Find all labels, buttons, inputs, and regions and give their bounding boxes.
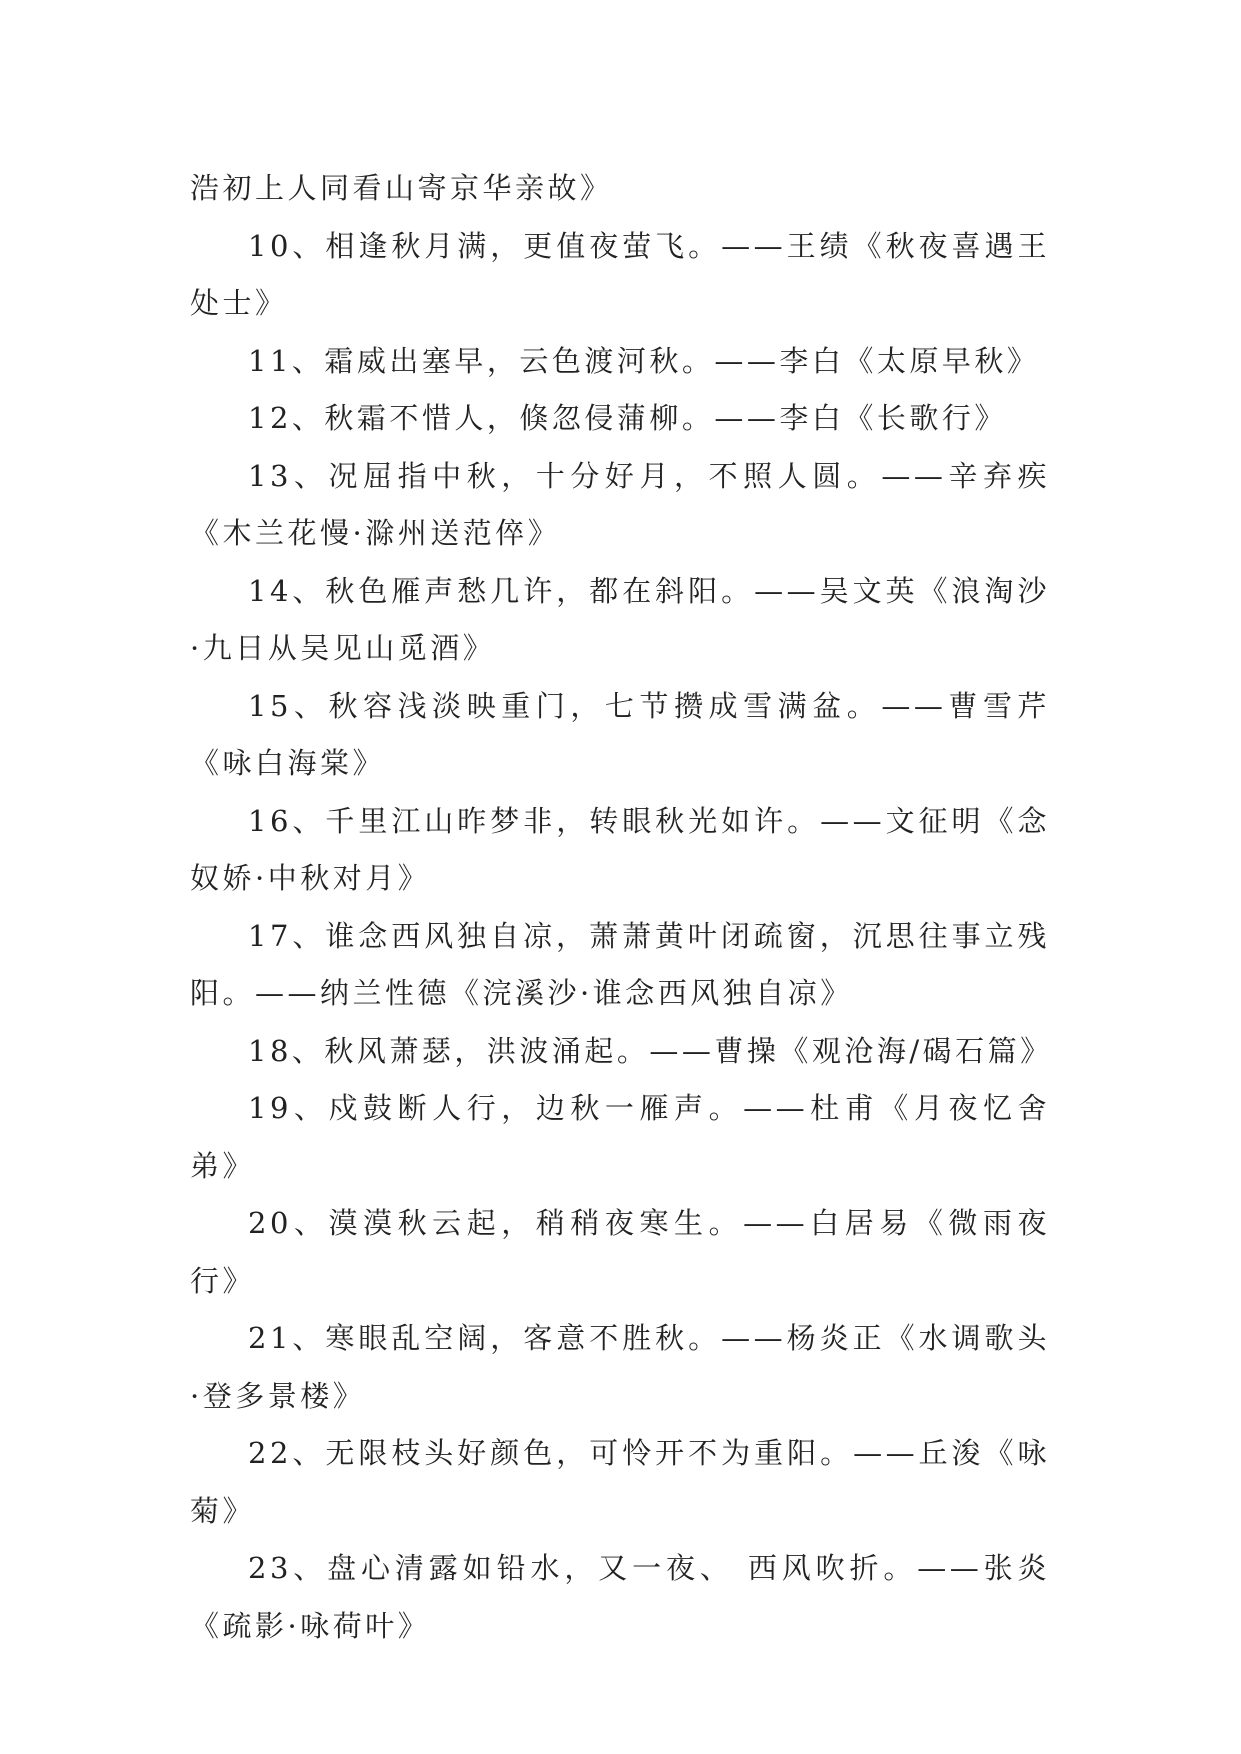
document-body (190, 160, 1053, 1655)
paragraph-poem-21: 21、寒眼乱空阔，客意不胜秋。——杨炎正《水调歌头·登多景楼》 (190, 1321, 1050, 1413)
paragraph-poem-18: 18、秋风萧瑟，洪波涌起。——曹操《观沧海/碣石篇》 (248, 1033, 1053, 1068)
paragraph-poem-17: 17、谁念西风独自凉，萧萧黄叶闭疏窗，沉思往事立残阳。——纳兰性德《浣溪沙·谁念西风独自凉》 (190, 918, 1050, 1010)
paragraph-poem-12: 12、秋霜不惜人，倏忽侵蒲柳。——李白《长歌行》 (248, 401, 1007, 435)
paragraph-poem-10: 10、相逢秋月满，更值夜萤飞。——王绩《秋夜喜遇王处士》 (190, 228, 1050, 320)
paragraph-poem-16: 16、千里江山昨梦非，转眼秋光如许。——文征明《念奴娇·中秋对月》 (190, 803, 1050, 895)
paragraph-poem-11: 11、霜威出塞早，云色渡河秋。——李白《太原早秋》 (248, 343, 1040, 378)
paragraph-poem-23: 23、盘心清露如铅水，又一夜、 西风吹折。——张炎《疏影·咏荷叶》 (190, 1551, 1050, 1643)
paragraph-poem-19: 19、戍鼓断人行，边秋一雁声。——杜甫《月夜忆舍弟》 (190, 1091, 1050, 1183)
paragraph-poem-14: 14、秋色雁声愁几许，都在斜阳。——吴文英《浪淘沙·九日从吴见山觅酒》 (190, 573, 1050, 665)
paragraph-continued: 浩初上人同看山寄京华亲故》 (190, 171, 613, 205)
paragraph-poem-13: 13、况屈指中秋，十分好月，不照人圆。——辛弃疾《木兰花慢·滁州送范倅》 (190, 458, 1050, 550)
paragraph-poem-15: 15、秋容浅淡映重门，七节攒成雪满盆。——曹雪芹《咏白海棠》 (190, 688, 1050, 780)
paragraph-poem-22: 22、无限枝头好颜色，可怜开不为重阳。——丘浚《咏菊》 (190, 1436, 1050, 1528)
paragraph-poem-20: 20、漠漠秋云起，稍稍夜寒生。——白居易《微雨夜行》 (190, 1206, 1050, 1298)
